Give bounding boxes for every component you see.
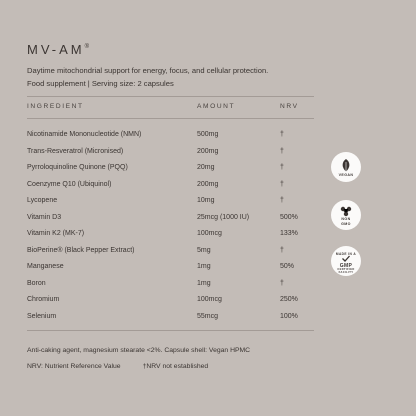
- table-row: [27, 296, 314, 308]
- brand-title: MV-AM®: [27, 42, 90, 57]
- gmp-badge: [331, 246, 361, 276]
- gmp-top-label: MADE IN A: [335, 252, 357, 256]
- amount-cell: 200mg: [197, 147, 219, 155]
- table-row: [27, 197, 314, 209]
- nrv-cell: 133%: [280, 230, 298, 237]
- amount-cell: 100mcg: [197, 296, 222, 303]
- table-row: [27, 230, 314, 242]
- nrv-cell: 500%: [280, 213, 298, 221]
- nrv-cell: †: [280, 147, 284, 155]
- ingredient-cell: Nicotinamide Mononucleotide (NMN): [27, 131, 142, 138]
- amount-cell: 5mg: [197, 246, 211, 254]
- ingredient-cell: Selenium: [27, 312, 57, 320]
- nrv-footnote: NRV: Nutrient Reference Value †NRV not established: [27, 363, 209, 370]
- header-amount: AMOUNT: [197, 103, 236, 110]
- amount-cell: 1mg: [197, 263, 211, 270]
- table-row: [27, 247, 314, 259]
- table-row: [27, 164, 314, 176]
- ingredient-cell: BioPerine® (Black Pepper Extract): [27, 246, 135, 254]
- gmp-bottom-label: CERTIFIED FACILITY: [337, 268, 355, 274]
- ingredient-cell: Lycopene: [27, 197, 58, 204]
- table-row: [27, 148, 314, 160]
- table-row: [27, 313, 314, 325]
- nrv-cell: 250%: [280, 296, 298, 303]
- amount-cell: 1mg: [197, 279, 211, 287]
- header-nrv: NRV: [280, 103, 299, 110]
- amount-cell: 10mg: [197, 197, 215, 204]
- ingredient-cell: Trans-Resveratrol (Micronised): [27, 147, 124, 155]
- nrv-cell: †: [280, 131, 284, 138]
- nrv-cell: †: [280, 197, 284, 204]
- ingredient-cell: Coenzyme Q10 (Ubiquinol): [27, 180, 112, 188]
- ingredient-cell: Vitamin K2 (MK-7): [27, 230, 85, 237]
- gmp-label: GMP: [339, 262, 353, 269]
- ingredient-cell: Vitamin D3: [27, 213, 62, 221]
- ingredient-cell: Chromium: [27, 296, 60, 303]
- nrv-cell: †: [280, 164, 284, 171]
- divider: [27, 330, 314, 331]
- table-row: [27, 280, 314, 292]
- amount-cell: 25mcg (1000 IU): [197, 213, 250, 221]
- amount-cell: 20mg: [197, 164, 215, 171]
- non-gmo-badge: [331, 200, 361, 230]
- nrv-cell: 50%: [280, 263, 295, 270]
- amount-cell: 55mcg: [197, 312, 219, 320]
- nrv-cell: †: [280, 279, 284, 287]
- product-tagline: Daytime mitochondrial support for energy, focus, and cellular protection.: [27, 66, 269, 75]
- table-row: [27, 131, 314, 143]
- nrv-cell: †: [280, 180, 284, 188]
- table-row: [27, 263, 314, 275]
- ingredient-cell: Boron: [27, 279, 46, 287]
- ingredient-cell: Pyrroloquinoline Quinone (PQQ): [27, 164, 128, 171]
- nrv-cell: †: [280, 246, 284, 254]
- header-ingredient: INGREDIENT: [27, 103, 84, 110]
- other-ingredients: Anti-caking agent, magnesium stearate <2%. Capsule shell: Vegan HPMC: [27, 347, 251, 354]
- amount-cell: 100mcg: [197, 230, 222, 237]
- molecule-icon: [331, 200, 361, 230]
- nrv-cell: 100%: [280, 312, 298, 320]
- amount-cell: 500mg: [197, 131, 219, 138]
- non-gmo-label-1: NON: [341, 217, 351, 221]
- vegan-badge: [331, 152, 361, 182]
- non-gmo-label-2: GMO: [341, 221, 351, 226]
- divider: [27, 96, 314, 97]
- ingredient-cell: Manganese: [27, 263, 64, 270]
- amount-cell: 200mg: [197, 180, 219, 188]
- divider: [27, 118, 314, 119]
- serving-info: Food supplement | Serving size: 2 capsules: [27, 79, 174, 88]
- vegan-label: VEGAN: [338, 173, 354, 177]
- leaf-icon: [331, 152, 361, 182]
- table-row: [27, 214, 314, 226]
- table-row: [27, 181, 314, 193]
